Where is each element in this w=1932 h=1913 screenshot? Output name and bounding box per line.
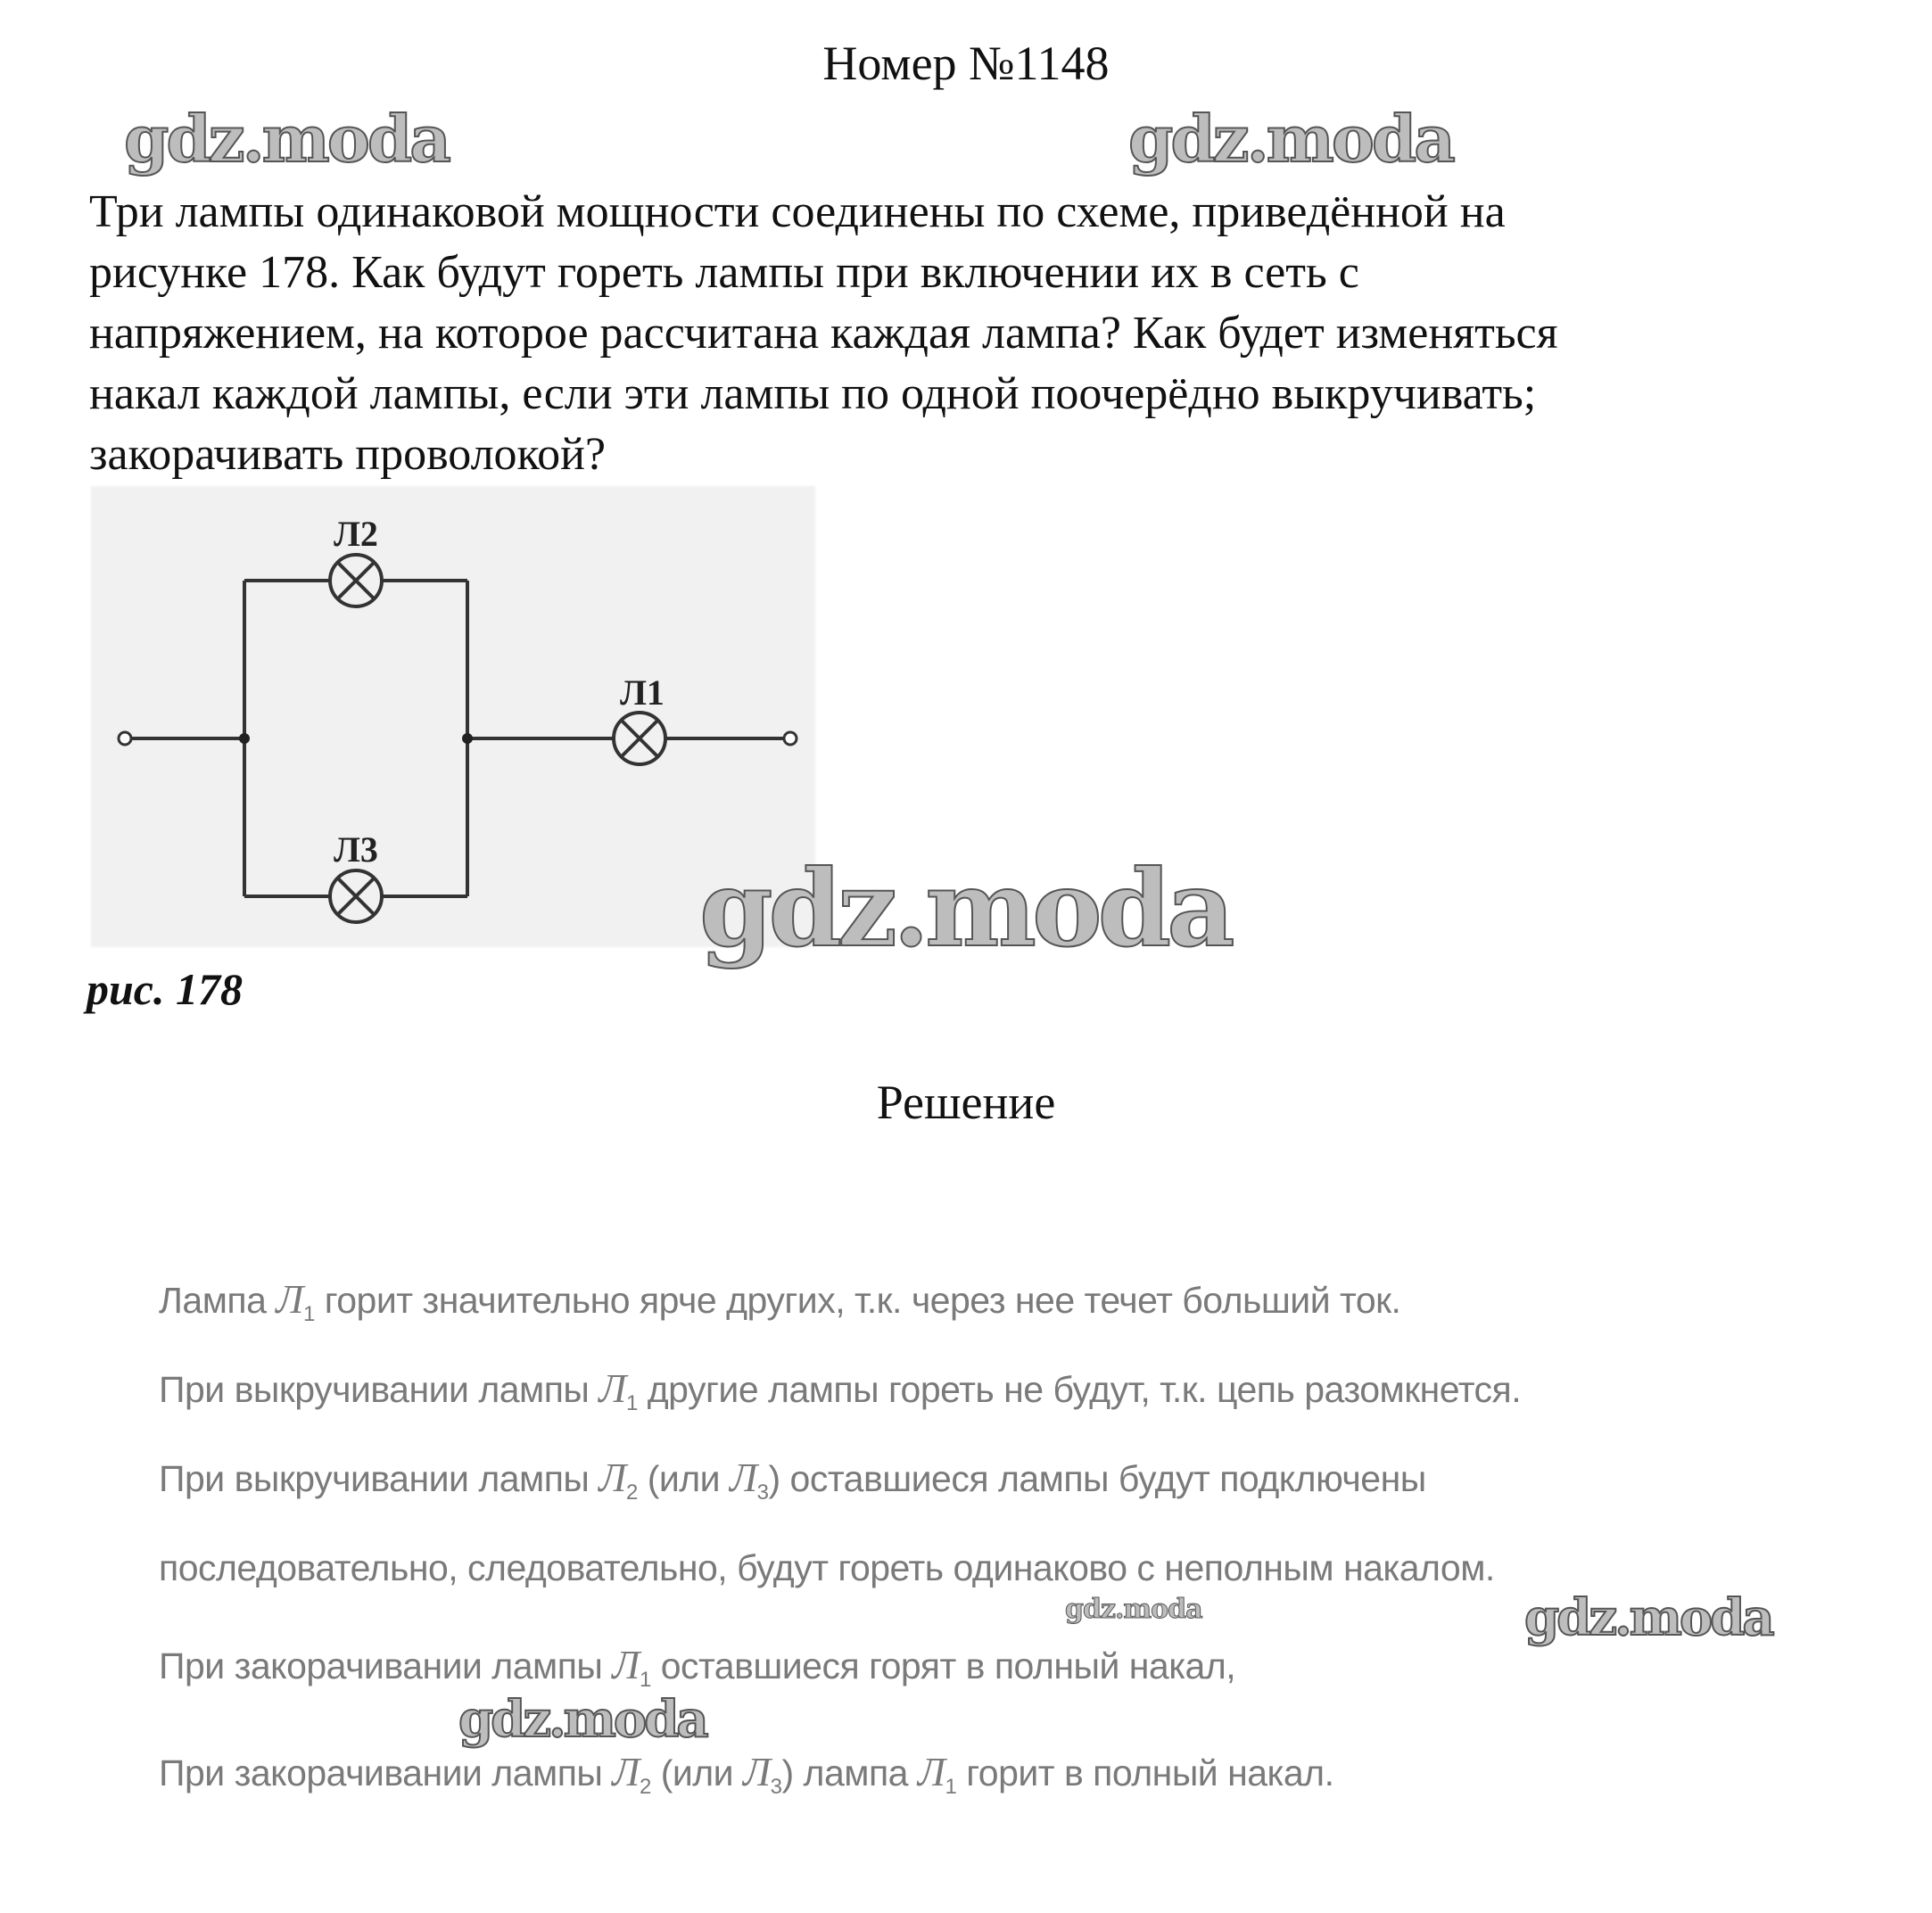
question-line: Три лампы одинаковой мощности соединены по схеме, приведённой на (89, 186, 1506, 237)
junction-icon (239, 733, 250, 744)
page-title: Номер №1148 (822, 37, 1110, 90)
watermark: gdz.moda (124, 101, 449, 177)
solution-line: При выкручивании лампы $Л_1$ другие лампы гореть не будут, т.к. цепь разомкнется. (159, 1365, 1522, 1416)
solution-line: При выкручивании лампы $Л_2$ (или $Л_3$) оставшиеся лампы будут подключены (159, 1455, 1426, 1505)
junction-icon (462, 733, 473, 744)
solution-line: Лампа $Л_1$ горит значительно ярче других, т.к. через нее течет больший ток. (159, 1276, 1401, 1327)
watermark: gdz.moda (1524, 1588, 1772, 1647)
lamp-l1-icon (614, 713, 665, 764)
question-line: рисунке 178. Как будут гореть лампы при включении их в сеть с (89, 247, 1359, 298)
solution-line: При закорачивании лампы $Л_1$ оставшиеся горят в полный накал, (159, 1642, 1236, 1693)
figure-caption: рис. 178 (87, 964, 243, 1014)
lamp-l3-icon (330, 870, 382, 922)
lamp-l2-icon (330, 555, 382, 606)
question-line: напряжением, на которое рассчитана каждая лампа? Как будет изменяться (89, 308, 1558, 359)
watermark: gdz.moda (1128, 101, 1453, 177)
watermark: gdz.moda (458, 1690, 706, 1749)
question-line: закорачивать проволокой? (89, 429, 607, 480)
question-line: накал каждой лампы, если эти лампы по одной поочерёдно выкручивать; (89, 368, 1537, 419)
watermark: gdz.moda (1065, 1594, 1202, 1625)
lamp-label-l1: Л1 (620, 672, 665, 713)
solution-heading: Решение (876, 1076, 1056, 1129)
lamp-label-l2: Л2 (334, 514, 378, 554)
lamp-label-l3: Л3 (334, 829, 378, 870)
solution-line: При закорачивании лампы $Л_2$ (или $Л_3$) лампа $Л_1$ горит в полный накал. (159, 1749, 1334, 1800)
terminal-icon (784, 732, 797, 745)
terminal-icon (119, 732, 131, 745)
solution-line: последовательно, следовательно, будут гореть одинаково с неполным накалом. (159, 1547, 1495, 1588)
watermark: gdz.moda (699, 846, 1231, 970)
